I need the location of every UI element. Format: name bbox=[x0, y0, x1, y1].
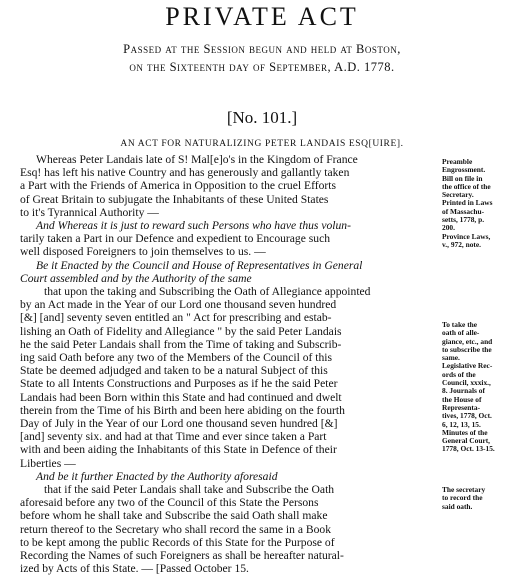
text-line: Esq! has left his native Country and has generously and gallantly taken bbox=[20, 166, 350, 180]
enacting-clause bbox=[20, 259, 440, 285]
subtitle-line-1: Passed at the Session begun and held at Boston, bbox=[123, 42, 401, 56]
text-line: ing said Oath before any two of the Members of the Council of this bbox=[20, 351, 332, 365]
text-line: before whom he shall take and Subscribe the said Oath shall make bbox=[20, 509, 328, 523]
margin-line: giance, etc., and bbox=[442, 336, 493, 346]
text-line: return thereof to the Secretary who shall record the same in a Book bbox=[20, 522, 331, 536]
margin-line: 1778, Oct. 13-15. bbox=[442, 444, 495, 454]
text-line: ized by Acts of this State. — [Passed October 15. bbox=[20, 562, 249, 576]
margin-line: General Court, bbox=[442, 436, 491, 446]
margin-line: to subscribe the bbox=[442, 344, 492, 354]
text-line: Liberties — bbox=[20, 456, 76, 470]
text-line: Day of July in the Year of our Lord one thousand seven hundred [&] bbox=[20, 417, 338, 431]
preamble-paragraph bbox=[20, 153, 440, 219]
text-line: Whereas Peter Landais late of S! Mal[e]o's in the Kingdom of France bbox=[36, 153, 358, 166]
subtitle-line-2: on the Sixteenth day of September, A.D. 1778. bbox=[129, 60, 395, 74]
margin-line: 200. bbox=[442, 223, 455, 233]
text-line: Be it Enacted by the Council and House of Representatives in General bbox=[36, 258, 363, 272]
margin-note-preamble bbox=[442, 158, 522, 249]
margin-line: Legislative Rec- bbox=[442, 361, 493, 371]
section-2-paragraph bbox=[20, 483, 440, 575]
margin-line: of Massachu- bbox=[442, 206, 485, 216]
session-subtitle bbox=[0, 40, 524, 76]
margin-line: v., 972, note. bbox=[442, 239, 482, 249]
margin-line: 6, 12, 13, 15. bbox=[442, 419, 481, 429]
text-line: to be kept among the public Records of this State for the Purpose of bbox=[20, 535, 335, 549]
text-line: Recording the Names of such Foreigners as shall be hereafter natural- bbox=[20, 549, 344, 563]
text-line: And be it further Enacted by the Authority aforesaid bbox=[36, 469, 278, 483]
margin-note-oath bbox=[442, 321, 522, 454]
text-line: Court assembled and by the Authority of the same bbox=[20, 271, 252, 285]
act-number: [No. 101.] bbox=[226, 108, 298, 127]
text-line: that if the said Peter Landais shall take and Subscribe the Oath bbox=[44, 483, 335, 497]
text-line: lishing an Oath of Fidelity and Allegiance " by the said Peter Landais bbox=[20, 324, 342, 338]
text-line: with and been aiding the Inhabitants of this State in Defence of their bbox=[20, 443, 337, 457]
margin-line: Council, xxxix., bbox=[442, 378, 491, 388]
margin-line: the House of bbox=[442, 394, 482, 404]
margin-line: Secretary. bbox=[442, 190, 474, 200]
section-1-paragraph bbox=[20, 285, 440, 470]
margin-line: Minutes of the bbox=[442, 427, 488, 437]
margin-line: Preamble bbox=[442, 157, 473, 166]
text-line: aforesaid before any two of the Council of this State the Persons bbox=[20, 496, 319, 510]
margin-line: the office of the bbox=[442, 181, 491, 191]
text-line: Landais had been Born within this State and had continued and dwelt bbox=[20, 390, 342, 404]
margin-line: said oath. bbox=[442, 501, 473, 511]
margin-line: Province Laws, bbox=[442, 231, 491, 241]
text-line: that upon the taking and Subscribing the Oath of Allegiance appointed bbox=[44, 285, 371, 299]
whereas-paragraph bbox=[20, 219, 440, 259]
margin-line: to record the bbox=[442, 493, 483, 503]
text-line: by an Act made in the Year of our Lord one thousand seven hundred bbox=[20, 298, 337, 312]
text-line: therein from the Time of his Birth and been here abiding on the fourth bbox=[20, 403, 345, 417]
margin-line: To take the bbox=[442, 320, 478, 329]
margin-line: Bill on file in bbox=[442, 173, 483, 183]
margin-note-secretary bbox=[442, 486, 522, 511]
margin-line: Engrossment. bbox=[442, 165, 486, 175]
margin-line: tives, 1778, Oct. bbox=[442, 411, 492, 421]
text-line: [and] seventy six. and had at that Time and ever since taken a Part bbox=[20, 430, 327, 444]
margin-line: Representa- bbox=[442, 402, 481, 412]
margin-line: oath of alle- bbox=[442, 328, 480, 338]
margin-line: 8. Journals of bbox=[442, 386, 485, 396]
text-line: And Whereas it is just to reward such Persons who have thus volun- bbox=[36, 219, 351, 233]
act-heading: AN ACT FOR NATURALIZING PETER LANDAIS ESQ[UIRE]. bbox=[120, 139, 404, 149]
text-line: tarily taken a Part in our Defence and expedient to Encourage such bbox=[20, 232, 331, 246]
margin-line: The secretary bbox=[442, 485, 486, 494]
text-line: State to all Intents Constructions and Purposes as if he the said Peter bbox=[20, 377, 338, 391]
margin-line: setts, 1778, p. bbox=[442, 215, 485, 225]
margin-line: same. bbox=[442, 353, 460, 363]
text-line: State be deemed adjudged and taken to be a natural Subject of this bbox=[20, 364, 328, 378]
margin-line: Printed in Laws bbox=[442, 198, 493, 208]
act-body bbox=[20, 153, 440, 576]
text-line: of Great Britain to subjugate the Inhabitants of these United States bbox=[20, 192, 329, 206]
text-line: a Part with the Friends of America in Opposition to the cruel Efforts bbox=[20, 179, 336, 193]
further-enacting-clause bbox=[20, 470, 440, 483]
page-title: PRIVATE ACT bbox=[165, 2, 359, 31]
text-line: to it's Tyrannical Authority — bbox=[20, 205, 159, 219]
margin-line: ords of the bbox=[442, 369, 476, 379]
text-line: well disposed Foreigners to join themselves to us. — bbox=[20, 245, 266, 259]
text-line: he the said Peter Landais shall from the Time of taking and Subscrib- bbox=[20, 337, 342, 351]
text-line: [&] [and] seventy seven entitled an " Act for prescribing and estab- bbox=[20, 311, 332, 325]
